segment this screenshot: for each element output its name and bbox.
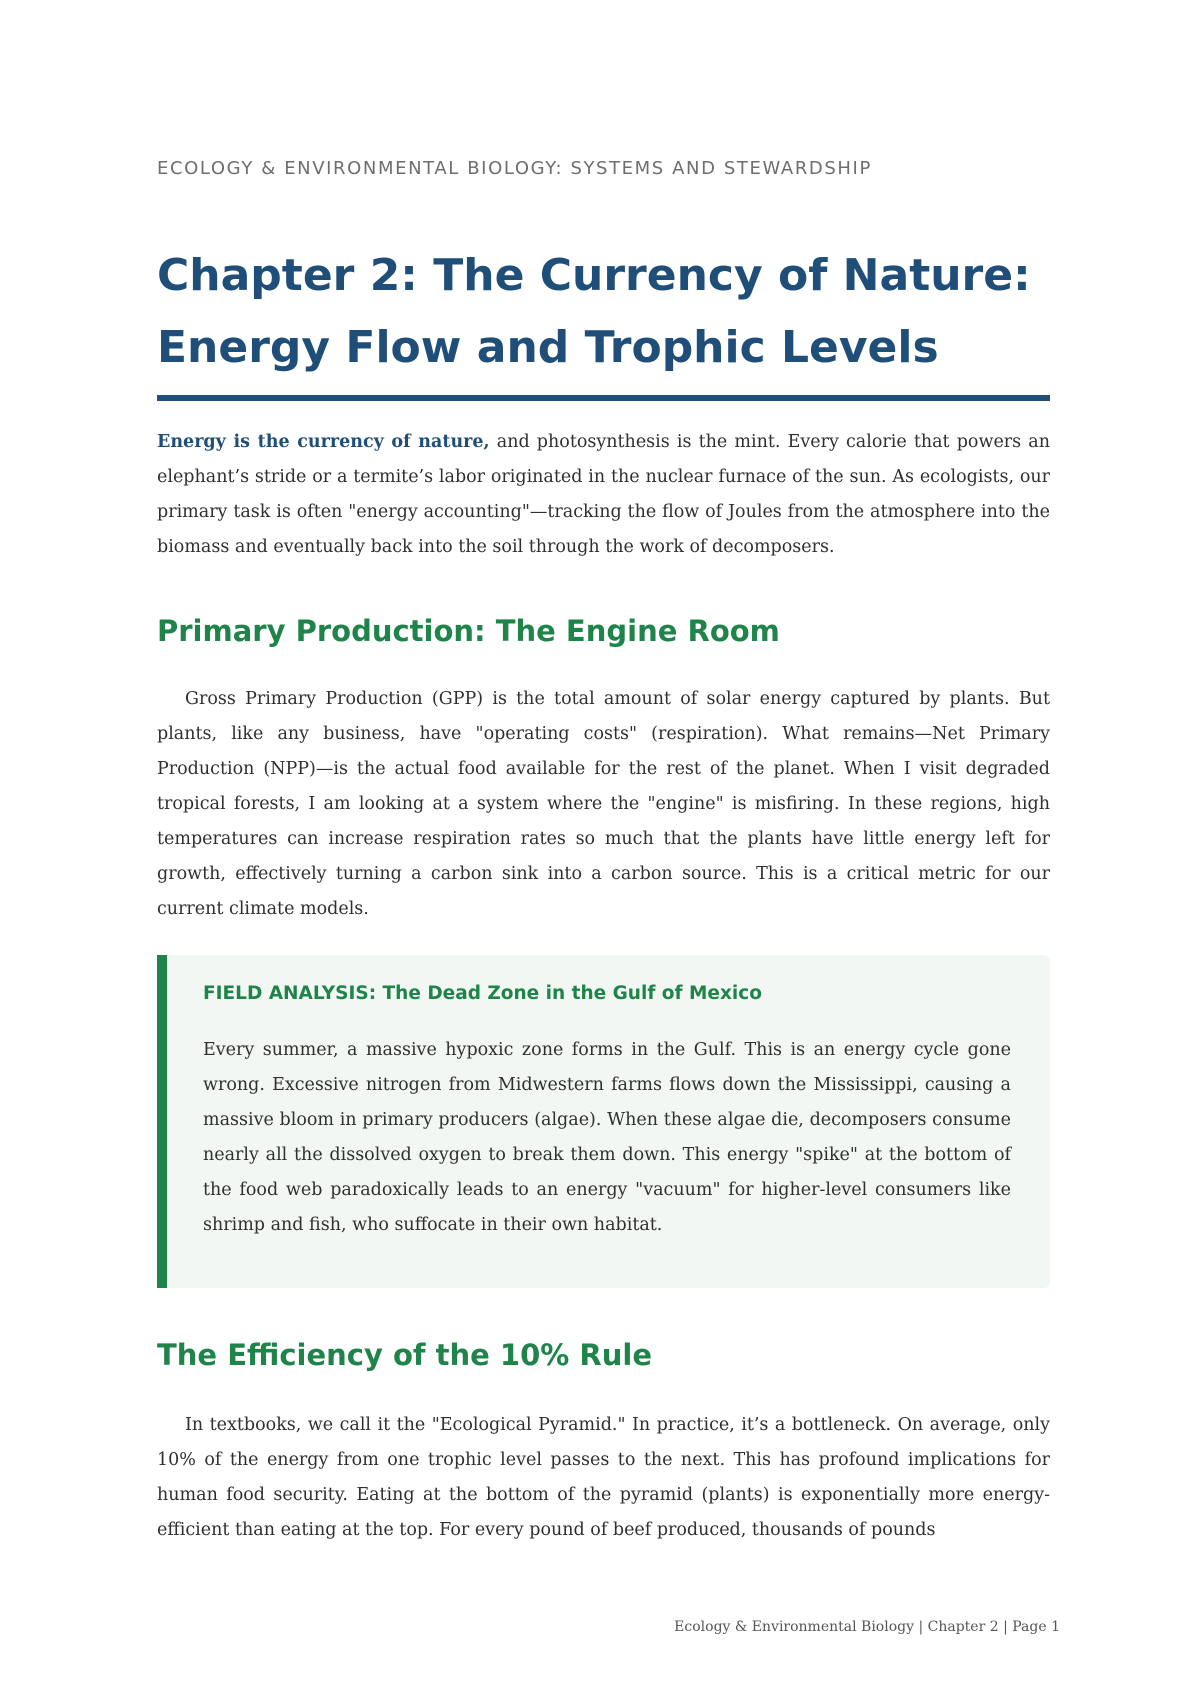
running-header: ECOLOGY & ENVIRONMENTAL BIOLOGY: SYSTEMS AND STEWARDSHIP: [157, 158, 872, 179]
section-heading-ten-percent-rule: The Efficiency of the 10% Rule: [157, 1338, 652, 1372]
intro-paragraph: [157, 425, 1050, 565]
primary-production-paragraph: Gross Primary Production (GPP) is the total amount of solar energy captured by plants. But plants, like any business, have "operating costs" (respiration). What remains—Net Primary Production (NPP)—is the actual food available for the rest of the planet. When I visit degraded tropical forests, I am looking at a system where the "engine" is misfiring. In these regions, high temperatures can increase respiration rates so much that the plants have little energy left for growth, effectively turning a carbon sink into a carbon source. This is a critical metric for our current climate models.: [157, 689, 1050, 919]
intro-text: and photosynthesis is the mint. Every calorie that powers an elephant’s stride or a termite’s labor originated in the nuclear furnace of the sun. As ecologists, our primary task is often "energy accounting"—tracking the flow of Joules from the atmosphere into the biomass and eventually back into the soil through the work of decomposers.: [157, 432, 1050, 557]
page-footer: Ecology & Environmental Biology | Chapter 2 | Page 1: [674, 1619, 1060, 1635]
callout-title: FIELD ANALYSIS: The Dead Zone in the Gulf of Mexico: [203, 983, 762, 1004]
section-heading-primary-production: Primary Production: The Engine Room: [157, 614, 780, 648]
callout-body: Every summer, a massive hypoxic zone forms in the Gulf. This is an energy cycle gone wrong. Excessive nitrogen from Midwestern farms flows down the Mississippi, causing a massive bloom in primary producers (algae). When these algae die, decomposers consume nearly all the dissolved oxygen to break them down. This energy "spike" at the bottom of the food web paradoxically leads to an energy "vacuum" for higher-level consumers like shrimp and fish, who suffocate in their own habitat.: [203, 1040, 1011, 1235]
title-divider: [157, 395, 1050, 401]
field-analysis-callout: [157, 955, 1050, 1288]
intro-lead: Energy is the currency of nature,: [157, 432, 490, 452]
ten-percent-rule-paragraph: In textbooks, we call it the "Ecological Pyramid." In practice, it’s a bottleneck. On average, only 10% of the energy from one trophic level passes to the next. This has profound implications for human food security. Eating at the bottom of the pyramid (plants) is exponentially more energy-efficient than eating at the top. For every pound of beef produced, thousands of pounds: [157, 1415, 1050, 1540]
chapter-title: Chapter 2: The Currency of Nature: Energy Flow and Trophic Levels: [157, 250, 1031, 373]
callout-accent-bar: [157, 955, 167, 1288]
